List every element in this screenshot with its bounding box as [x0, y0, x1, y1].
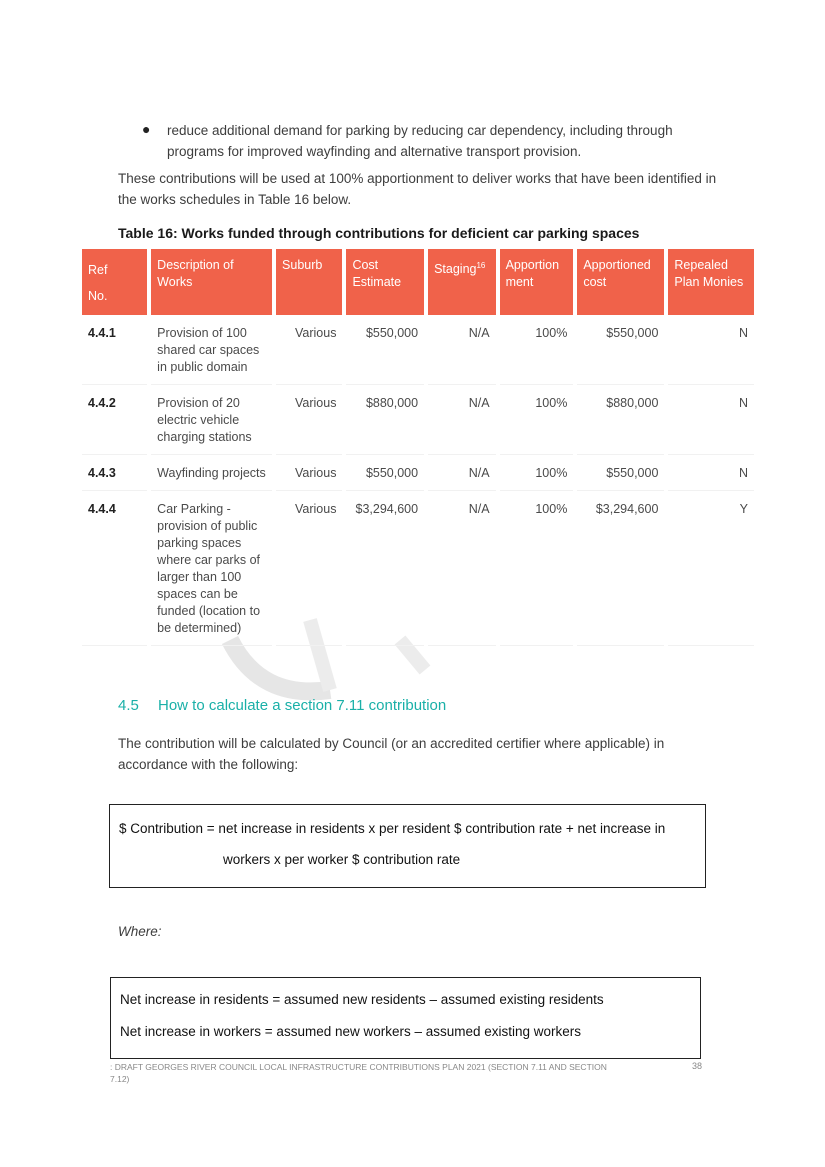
cell-staging: N/A: [428, 315, 495, 385]
definition-line-2: Net increase in workers = assumed new workers – assumed existing workers: [120, 1024, 582, 1039]
header-suburb: Suburb: [276, 249, 342, 315]
page-number: 38: [692, 1061, 703, 1071]
cell-cost: $550,000: [346, 315, 424, 385]
table-header-row: [82, 249, 754, 315]
formula-line-2: workers x per worker $ contribution rate: [223, 852, 461, 867]
cell-apportionment: 100%: [500, 455, 574, 491]
calculation-paragraph: The contribution will be calculated by Council (or an accredited certifier where applicable) in accordance with the following:: [118, 736, 665, 772]
cell-cost: $550,000: [346, 455, 424, 491]
bullet-text: reduce additional demand for parking by reducing car dependency, including through programs for improved wayfinding and alternative transport provision.: [167, 123, 673, 159]
cell-cost: $880,000: [346, 385, 424, 455]
cell-apportioned-cost: $550,000: [577, 315, 664, 385]
formula-box: [109, 804, 706, 888]
bullet-icon: ●: [142, 121, 151, 137]
cell-cost: $3,294,600: [346, 491, 424, 646]
cell-repealed: Y: [668, 491, 754, 646]
table-title: Table 16: Works funded through contributions for deficient car parking spaces: [118, 225, 640, 241]
header-repealed: Repealed Plan Monies: [668, 249, 754, 315]
cell-description: Provision of 20 electric vehicle charging stations: [151, 385, 272, 455]
header-apportionment-label: Apportion ment: [505, 258, 560, 289]
header-apportionment: [500, 249, 574, 315]
cell-staging: N/A: [428, 491, 495, 646]
cell-suburb: Various: [276, 455, 342, 491]
page-footer: : DRAFT GEORGES RIVER COUNCIL LOCAL INFRASTRUCTURE CONTRIBUTIONS PLAN 2021 (SECTION 7.11 AND SECTION 7.12): [110, 1062, 607, 1084]
cell-ref: 4.4.4: [82, 491, 147, 646]
intro-paragraph: These contributions will be used at 100% apportionment to deliver works that have been identified in the works schedules in Table 16 below.: [118, 171, 717, 207]
cell-repealed: N: [668, 455, 754, 491]
cell-staging: N/A: [428, 455, 495, 491]
cell-repealed: N: [668, 315, 754, 385]
cell-suburb: Various: [276, 491, 342, 646]
section-title: How to calculate a section 7.11 contribution: [158, 697, 447, 714]
cell-apportioned-cost: $550,000: [577, 455, 664, 491]
section-number: 4.5: [118, 697, 139, 714]
cell-suburb: Various: [276, 385, 342, 455]
cell-description: Wayfinding projects: [151, 455, 272, 491]
section-heading: [118, 697, 446, 714]
table-row: [82, 455, 754, 491]
cell-apportioned-cost: $3,294,600: [577, 491, 664, 646]
formula-line-1: $ Contribution = net increase in residents x per resident $ contribution rate + net increase in: [119, 821, 666, 836]
header-ref-label: Ref No.: [88, 263, 108, 303]
cell-apportioned-cost: $880,000: [577, 385, 664, 455]
cell-ref: 4.4.2: [82, 385, 147, 455]
cell-staging: N/A: [428, 385, 495, 455]
works-table: [78, 249, 758, 646]
definition-box: [110, 977, 701, 1059]
table-row: [82, 385, 754, 455]
cell-ref: 4.4.1: [82, 315, 147, 385]
cell-repealed: N: [668, 385, 754, 455]
definition-line-1: Net increase in residents = assumed new residents – assumed existing residents: [120, 992, 604, 1007]
header-staging-footnote: 16: [476, 261, 486, 270]
header-apportioned-cost: Apportioned cost: [577, 249, 664, 315]
header-staging: [428, 249, 495, 315]
where-label: Where:: [118, 924, 162, 939]
cell-suburb: Various: [276, 315, 342, 385]
cell-description: Provision of 100 shared car spaces in public domain: [151, 315, 272, 385]
header-staging-label: Staging: [434, 262, 477, 277]
cell-apportionment: 100%: [500, 315, 574, 385]
cell-description: Car Parking - provision of public parking spaces where car parks of larger than 100 spaces can be funded (location to be determined): [151, 491, 272, 646]
table-row: [82, 491, 754, 646]
cell-apportionment: 100%: [500, 385, 574, 455]
header-ref: [82, 249, 147, 315]
header-description: Description of Works: [151, 249, 272, 315]
cell-ref: 4.4.3: [82, 455, 147, 491]
cell-apportionment: 100%: [500, 491, 574, 646]
table-row: [82, 315, 754, 385]
header-cost: Cost Estimate: [346, 249, 424, 315]
